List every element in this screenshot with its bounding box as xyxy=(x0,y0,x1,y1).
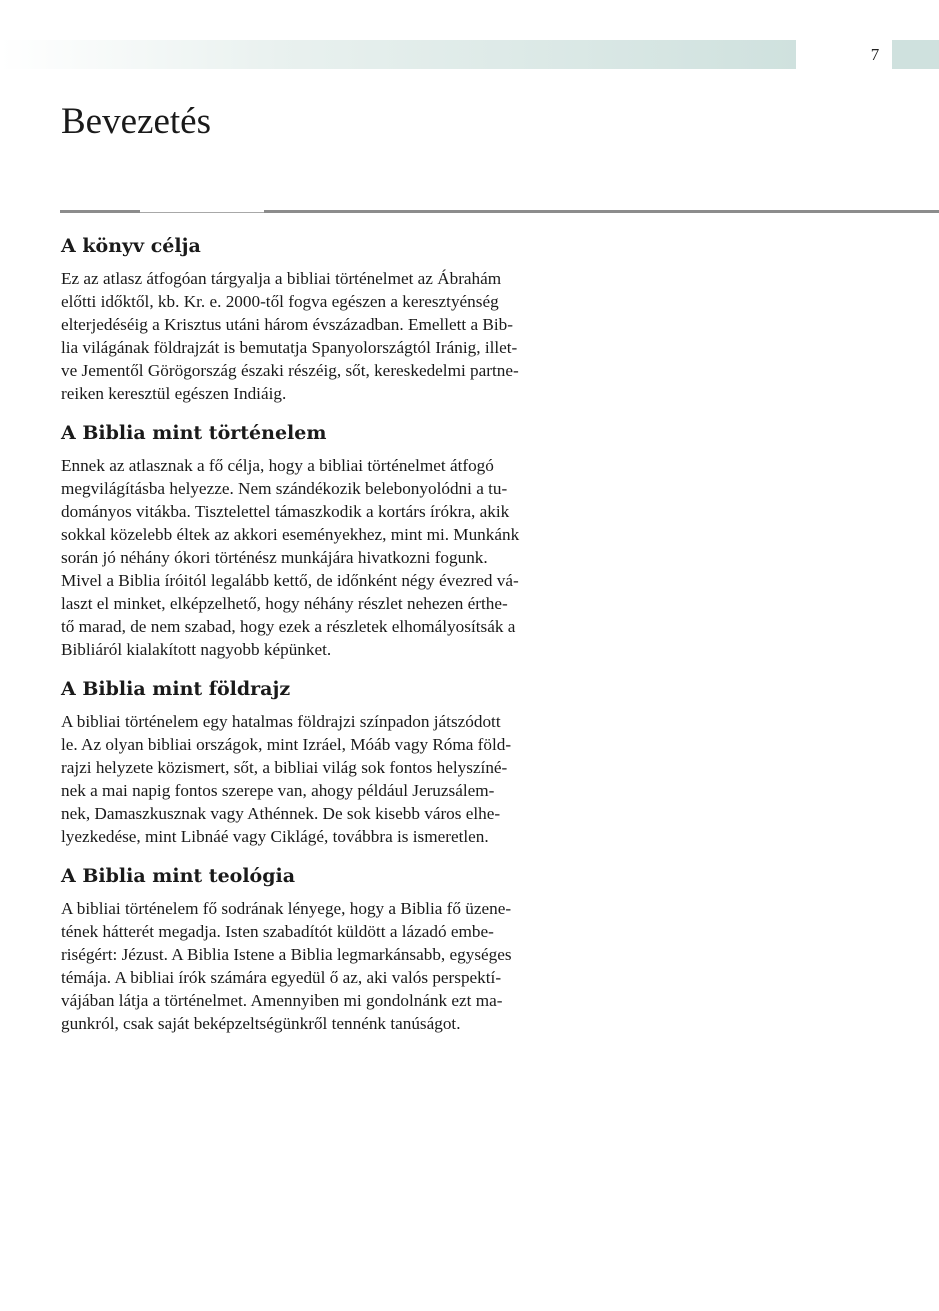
section-paragraph xyxy=(61,897,611,1035)
text-line: reiken keresztül egészen Indiáig. xyxy=(61,384,287,403)
section-paragraph xyxy=(61,454,611,661)
section-paragraph xyxy=(61,710,611,848)
text-line: tő marad, de nem szabad, hogy ezek a részletek elhomályosítsák a xyxy=(61,617,516,636)
text-line: vájában látja a történelmet. Amennyiben mi gondolnánk ezt ma- xyxy=(61,991,503,1010)
title-divider-right xyxy=(264,210,939,213)
text-line: rajzi helyzete közismert, sőt, a bibliai világ sok fontos helyszíné- xyxy=(61,758,508,777)
section-paragraph xyxy=(61,267,611,405)
text-line: nek a mai napig fontos szerepe van, ahogy például Jeruzsálem- xyxy=(61,781,495,800)
text-line: elterjedéséig a Krisztus utáni három évszázadban. Emellett a Bib- xyxy=(61,315,513,334)
page-number: 7 xyxy=(870,45,880,64)
section-konyv-celja xyxy=(61,232,611,405)
text-line: A bibliai történelem fő sodrának lényege, hogy a Biblia fő üzene- xyxy=(61,899,512,918)
header-band xyxy=(0,40,796,69)
text-line: lia világának földrajzát is bemutatja Spanyolországtól Iránig, illet- xyxy=(61,338,518,357)
section-heading: A Biblia mint történelem xyxy=(61,422,327,444)
text-line: nek, Damaszkusznak vagy Athénnek. De sok kisebb város elhe- xyxy=(61,804,501,823)
text-line: előtti időktől, kb. Kr. e. 2000-től fogva egészen a keresztyénség xyxy=(61,292,499,311)
text-line: A bibliai történelem egy hatalmas földrajzi színpadon játszódott xyxy=(61,712,501,731)
text-line: sokkal közelebb éltek az akkori eseményekhez, mint mi. Munkánk xyxy=(61,525,520,544)
section-biblia-tortenelem xyxy=(61,419,611,661)
page-title: Bevezetés xyxy=(61,101,211,142)
text-line: ve Jementől Görögország északi részéig, sőt, kereskedelmi partne- xyxy=(61,361,519,380)
text-line: le. Az olyan bibliai országok, mint Izráel, Móáb vagy Róma föld- xyxy=(61,735,512,754)
text-line: riségért: Jézust. A Biblia Istene a Biblia legmarkánsabb, egységes xyxy=(61,945,512,964)
section-biblia-foldrajz xyxy=(61,675,611,848)
section-biblia-teologia xyxy=(61,862,611,1035)
text-line: Mivel a Biblia íróitól legalább kettő, de időnként négy évezred vá- xyxy=(61,571,519,590)
text-line: laszt el minket, elképzelhető, hogy néhány részlet nehezen érthe- xyxy=(61,594,508,613)
text-line: Ez az atlasz átfogóan tárgyalja a bibliai történelmet az Ábrahám xyxy=(61,269,502,288)
text-line: Ennek az atlasznak a fő célja, hogy a bibliai történelmet átfogó xyxy=(61,456,494,475)
header-tab xyxy=(892,40,939,69)
title-divider-left xyxy=(60,210,140,213)
text-line: dományos vitákba. Tisztelettel támaszkodik a kortárs írókra, akik xyxy=(61,502,510,521)
text-line: gunkról, csak saját beképzeltségünkről tennénk tanúságot. xyxy=(61,1014,461,1033)
text-line: során jó néhány ókori történész munkájára hivatkozni fogunk. xyxy=(61,548,488,567)
main-content xyxy=(61,232,611,1049)
section-heading: A Biblia mint földrajz xyxy=(61,678,291,700)
title-divider-middle xyxy=(140,212,264,213)
text-line: lyezkedése, mint Libnáé vagy Ciklágé, továbbra is ismeretlen. xyxy=(61,827,489,846)
text-line: tének hátterét megadja. Isten szabadítót küldött a lázadó embe- xyxy=(61,922,494,941)
section-heading: A Biblia mint teológia xyxy=(61,865,296,887)
section-heading: A könyv célja xyxy=(61,235,201,257)
text-line: Bibliáról kialakított nagyobb képünket. xyxy=(61,640,332,659)
text-line: megvilágításba helyezze. Nem szándékozik belebonyolódni a tu- xyxy=(61,479,508,498)
text-line: témája. A bibliai írók számára egyedül ő az, aki valós perspektí- xyxy=(61,968,502,987)
